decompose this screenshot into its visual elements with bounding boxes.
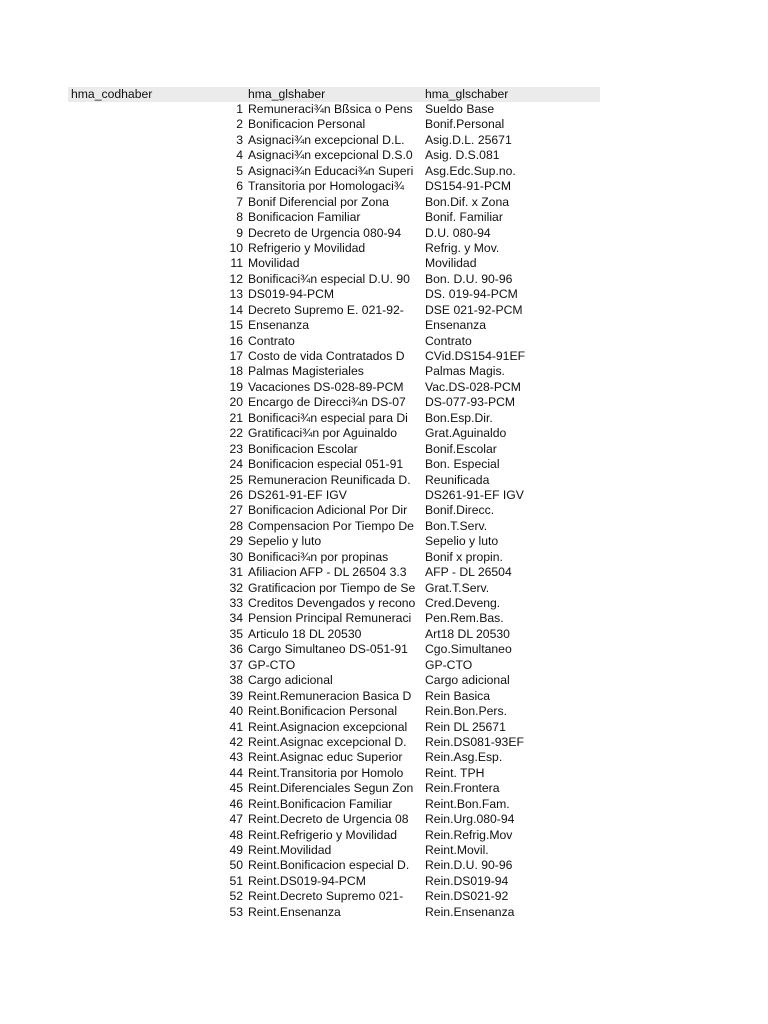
cell-glschaber[interactable]: GP-CTO xyxy=(425,657,473,672)
cell-codhaber[interactable]: 4 xyxy=(236,148,243,163)
table-row[interactable] xyxy=(68,565,600,580)
cell-codhaber[interactable]: 28 xyxy=(229,518,243,533)
cell-glschaber[interactable]: Rein.Refrig.Mov xyxy=(425,827,513,842)
table-row[interactable] xyxy=(68,627,600,642)
table-row[interactable] xyxy=(68,411,600,426)
cell-glschaber[interactable]: CVid.DS154-91EF xyxy=(425,349,526,363)
cell-codhaber[interactable]: 12 xyxy=(229,271,243,286)
table-row[interactable] xyxy=(68,133,600,148)
cell-glschaber[interactable]: Bonif.Escolar xyxy=(425,441,497,456)
table-row[interactable] xyxy=(68,519,600,534)
spreadsheet-table xyxy=(68,87,600,920)
cell-glschaber[interactable]: Rein.D.U. 90-96 xyxy=(425,858,513,873)
cell-glshaber[interactable]: Reint.Transitoria por Homolo xyxy=(248,765,404,780)
cell-glshaber[interactable]: Sepelio y luto xyxy=(248,534,322,549)
cell-glschaber[interactable]: Rein.DS021-92 xyxy=(425,889,509,904)
table-row[interactable] xyxy=(68,179,600,194)
cell-glshaber[interactable]: Cargo adicional xyxy=(248,673,333,688)
cell-codhaber[interactable]: 5 xyxy=(236,163,243,178)
cell-codhaber[interactable]: 10 xyxy=(229,240,243,255)
cell-codhaber[interactable]: 24 xyxy=(229,457,243,472)
cell-codhaber[interactable]: 41 xyxy=(229,719,243,734)
cell-glschaber[interactable]: Contrato xyxy=(425,333,472,348)
cell-codhaber[interactable]: 14 xyxy=(229,302,243,317)
cell-codhaber[interactable]: 34 xyxy=(229,611,243,626)
cell-glshaber[interactable]: Asignaci¾n excepcional D.S.0 xyxy=(248,148,413,163)
cell-glschaber[interactable]: Reunificada xyxy=(425,472,490,487)
cell-codhaber[interactable]: 49 xyxy=(229,843,243,857)
cell-glshaber[interactable]: Reint.DS019-94-PCM xyxy=(248,873,366,888)
cell-codhaber[interactable]: 52 xyxy=(229,889,243,904)
cell-glshaber[interactable]: Gratificaci¾n por Aguinaldo xyxy=(248,426,398,441)
cell-glschaber[interactable]: Rein.DS081-93EF xyxy=(425,734,524,749)
cell-glschaber[interactable]: Grat.Aguinaldo xyxy=(425,426,507,441)
cell-codhaber[interactable]: 19 xyxy=(229,379,243,394)
table-row[interactable] xyxy=(68,766,600,781)
cell-glschaber[interactable]: Cargo adicional xyxy=(425,673,510,688)
cell-glshaber[interactable]: Encargo de Direcci¾n DS-07 xyxy=(248,395,406,410)
cell-glschaber[interactable]: Art18 DL 20530 xyxy=(425,626,510,641)
cell-codhaber[interactable]: 27 xyxy=(229,503,243,518)
cell-glschaber[interactable]: DS154-91-PCM xyxy=(425,179,512,194)
cell-codhaber[interactable]: 47 xyxy=(229,812,243,827)
cell-glschaber[interactable]: Bonif.Personal xyxy=(425,117,505,132)
cell-glschaber[interactable]: DS. 019-94-PCM xyxy=(425,287,518,302)
cell-glschaber[interactable]: Cgo.Simultaneo xyxy=(425,642,512,657)
cell-glshaber[interactable]: Vacaciones DS-028-89-PCM xyxy=(248,379,404,394)
table-row[interactable] xyxy=(68,550,600,565)
cell-codhaber[interactable]: 39 xyxy=(229,688,243,703)
cell-glschaber[interactable]: Asig. D.S.081 xyxy=(425,148,500,163)
cell-glschaber[interactable]: Vac.DS-028-PCM xyxy=(425,379,521,394)
table-row[interactable] xyxy=(68,318,600,333)
table-row[interactable] xyxy=(68,735,600,750)
cell-glschaber[interactable]: Bon. D.U. 90-96 xyxy=(425,271,513,286)
table-row[interactable] xyxy=(68,272,600,287)
cell-glschaber[interactable]: Bon.Esp.Dir. xyxy=(425,410,493,425)
cell-glschaber[interactable]: D.U. 080-94 xyxy=(425,225,491,240)
cell-glschaber[interactable]: Grat.T.Serv. xyxy=(425,580,490,595)
cell-codhaber[interactable]: 9 xyxy=(236,225,243,240)
table-row[interactable] xyxy=(68,241,600,256)
cell-codhaber[interactable]: 3 xyxy=(236,132,243,147)
cell-glschaber[interactable]: Bonif. Familiar xyxy=(425,210,503,225)
cell-glshaber[interactable]: Contrato xyxy=(248,333,295,348)
table-row[interactable] xyxy=(68,210,600,225)
cell-codhaber[interactable]: 13 xyxy=(229,287,243,302)
cell-glschaber[interactable]: Pen.Rem.Bas. xyxy=(425,611,504,626)
cell-glschaber[interactable]: AFP - DL 26504 xyxy=(425,565,512,580)
cell-glschaber[interactable]: Rein.Bon.Pers. xyxy=(425,704,507,719)
cell-glschaber[interactable]: Rein.DS019-94 xyxy=(425,873,509,888)
cell-codhaber[interactable]: 18 xyxy=(229,364,243,379)
table-row[interactable] xyxy=(68,889,600,904)
cell-glschaber[interactable]: Refrig. y Mov. xyxy=(425,240,500,255)
table-row[interactable] xyxy=(68,117,600,132)
cell-glschaber[interactable]: Reint.Movil. xyxy=(425,843,489,857)
table-row[interactable] xyxy=(68,256,600,271)
cell-glshaber[interactable]: Compensacion Por Tiempo De xyxy=(248,518,414,533)
cell-codhaber[interactable]: 37 xyxy=(229,657,243,672)
cell-glschaber[interactable]: Rein DL 25671 xyxy=(425,719,506,734)
column-header-glschaber[interactable]: hma_glschaber xyxy=(425,87,509,101)
table-row[interactable] xyxy=(68,797,600,812)
cell-glshaber[interactable]: Decreto Supremo E. 021-92- xyxy=(248,302,404,317)
cell-glshaber[interactable]: Reint.Bonificacion Personal xyxy=(248,704,398,719)
cell-glschaber[interactable]: Bonif x propin. xyxy=(425,549,503,564)
table-row[interactable] xyxy=(68,750,600,765)
table-row[interactable] xyxy=(68,148,600,163)
cell-glshaber[interactable]: Decreto de Urgencia 080-94 xyxy=(248,225,402,240)
cell-codhaber[interactable]: 40 xyxy=(229,704,243,719)
table-row[interactable] xyxy=(68,581,600,596)
cell-glschaber[interactable]: Bon.T.Serv. xyxy=(425,518,488,533)
table-row[interactable] xyxy=(68,380,600,395)
cell-codhaber[interactable]: 33 xyxy=(229,596,243,610)
table-row[interactable] xyxy=(68,303,600,318)
table-row[interactable] xyxy=(68,195,600,210)
cell-glschaber[interactable]: Bon.Dif. x Zona xyxy=(425,194,509,209)
cell-glshaber[interactable]: Reint.Decreto Supremo 021- xyxy=(248,889,404,904)
cell-glshaber[interactable]: Creditos Devengados y recono xyxy=(248,596,416,610)
cell-glshaber[interactable]: Cargo Simultaneo DS-051-91 xyxy=(248,642,408,657)
cell-glshaber[interactable]: Afiliacion AFP - DL 26504 3.3 xyxy=(248,565,407,580)
table-row[interactable] xyxy=(68,781,600,796)
table-row[interactable] xyxy=(68,905,600,920)
table-row[interactable] xyxy=(68,843,600,858)
cell-codhaber[interactable]: 44 xyxy=(229,765,243,780)
table-row[interactable] xyxy=(68,226,600,241)
cell-codhaber[interactable]: 23 xyxy=(229,441,243,456)
cell-glshaber[interactable]: Ensenanza xyxy=(248,318,309,333)
cell-glshaber[interactable]: Reint.Movilidad xyxy=(248,843,332,857)
cell-codhaber[interactable]: 6 xyxy=(236,179,243,194)
cell-glshaber[interactable]: Reint.Refrigerio y Movilidad xyxy=(248,827,398,842)
cell-codhaber[interactable]: 26 xyxy=(229,487,243,502)
cell-codhaber[interactable]: 36 xyxy=(229,642,243,657)
cell-glshaber[interactable]: Bonificacion Familiar xyxy=(248,210,361,225)
cell-glshaber[interactable]: Transitoria por Homologaci¾ xyxy=(248,179,405,194)
table-row[interactable] xyxy=(68,457,600,472)
cell-codhaber[interactable]: 32 xyxy=(229,580,243,595)
cell-codhaber[interactable]: 1 xyxy=(236,102,243,116)
cell-glschaber[interactable]: Bonif.Direcc. xyxy=(425,503,495,518)
cell-codhaber[interactable]: 25 xyxy=(229,472,243,487)
table-row[interactable] xyxy=(68,812,600,827)
table-row[interactable] xyxy=(68,704,600,719)
cell-codhaber[interactable]: 8 xyxy=(236,210,243,225)
cell-glshaber[interactable]: Reint.Asignac educ Superior xyxy=(248,750,403,765)
cell-glshaber[interactable]: Refrigerio y Movilidad xyxy=(248,240,366,255)
cell-codhaber[interactable]: 16 xyxy=(229,333,243,348)
table-row[interactable] xyxy=(68,828,600,843)
table-row[interactable] xyxy=(68,673,600,688)
cell-glschaber[interactable]: Movilidad xyxy=(425,256,477,271)
cell-codhaber[interactable]: 46 xyxy=(229,796,243,811)
cell-glshaber[interactable]: Reint.Asignacion excepcional xyxy=(248,719,408,734)
cell-codhaber[interactable]: 31 xyxy=(229,565,243,580)
column-header-glshaber[interactable]: hma_glshaber xyxy=(248,87,326,101)
cell-codhaber[interactable]: 50 xyxy=(229,858,243,873)
table-row[interactable] xyxy=(68,611,600,626)
header-row xyxy=(68,87,600,102)
cell-codhaber[interactable]: 20 xyxy=(229,395,243,410)
table-row[interactable] xyxy=(68,442,600,457)
cell-glshaber[interactable]: Reint.Remuneracion Basica D xyxy=(248,688,412,703)
cell-codhaber[interactable]: 15 xyxy=(229,318,243,333)
cell-glshaber[interactable]: Bonificacion especial 051-91 xyxy=(248,457,404,472)
cell-codhaber[interactable]: 35 xyxy=(229,626,243,641)
cell-codhaber[interactable]: 7 xyxy=(236,194,243,209)
cell-glshaber[interactable]: Bonif Diferencial por Zona xyxy=(248,194,389,209)
table-row[interactable] xyxy=(68,658,600,673)
table-row[interactable] xyxy=(68,426,600,441)
table-row[interactable] xyxy=(68,287,600,302)
cell-glshaber[interactable]: Asignaci¾n Educaci¾n Superi xyxy=(248,163,414,178)
cell-glschaber[interactable]: Asg.Edc.Sup.no. xyxy=(425,163,516,178)
cell-glschaber[interactable]: Ensenanza xyxy=(425,318,486,333)
cell-glschaber[interactable]: Bon. Especial xyxy=(425,457,500,472)
cell-codhaber[interactable]: 53 xyxy=(229,904,243,919)
cell-codhaber[interactable]: 21 xyxy=(229,410,243,425)
cell-codhaber[interactable]: 48 xyxy=(229,827,243,842)
cell-glshaber[interactable]: Palmas Magisteriales xyxy=(248,364,364,379)
cell-codhaber[interactable]: 51 xyxy=(229,873,243,888)
cell-glschaber[interactable]: DSE 021-92-PCM xyxy=(425,302,523,317)
cell-codhaber[interactable]: 17 xyxy=(229,349,243,363)
cell-glshaber[interactable]: Gratificacion por Tiempo de Se xyxy=(248,580,416,595)
cell-glshaber[interactable]: Movilidad xyxy=(248,256,300,271)
table-row[interactable] xyxy=(68,858,600,873)
cell-glshaber[interactable]: Asignaci¾n excepcional D.L. xyxy=(248,132,405,147)
cell-glshaber[interactable]: Reint.Bonificacion Familiar xyxy=(248,796,393,811)
cell-glshaber[interactable]: Bonificacion Adicional Por Dir xyxy=(248,503,408,518)
table-row[interactable] xyxy=(68,689,600,704)
cell-glshaber[interactable]: Reint.Bonificacion especial D. xyxy=(248,858,410,873)
cell-glschaber[interactable]: Rein.Asg.Esp. xyxy=(425,750,503,765)
cell-glshaber[interactable]: DS261-91-EF IGV xyxy=(248,487,347,502)
cell-glshaber[interactable]: GP-CTO xyxy=(248,657,296,672)
cell-glshaber[interactable]: Articulo 18 DL 20530 xyxy=(248,626,362,641)
table-row[interactable] xyxy=(68,364,600,379)
cell-glshaber[interactable]: Reint.Decreto de Urgencia 08 xyxy=(248,812,409,827)
cell-glshaber[interactable]: Reint.Asignac excepcional D. xyxy=(248,734,407,749)
cell-glshaber[interactable]: Remuneraci¾n Bßsica o Pens xyxy=(248,102,413,116)
cell-glshaber[interactable]: Reint.Diferenciales Segun Zon xyxy=(248,781,414,796)
table-row[interactable] xyxy=(68,473,600,488)
table-row[interactable] xyxy=(68,395,600,410)
table-row[interactable] xyxy=(68,503,600,518)
table-row[interactable] xyxy=(68,720,600,735)
cell-codhaber[interactable]: 45 xyxy=(229,781,243,796)
cell-glshaber[interactable]: Remuneracion Reunificada D. xyxy=(248,472,411,487)
cell-codhaber[interactable]: 22 xyxy=(229,426,243,441)
cell-glshaber[interactable]: Reint.Ensenanza xyxy=(248,904,341,919)
cell-glschaber[interactable]: Sepelio y luto xyxy=(425,534,499,549)
cell-glschaber[interactable]: Asig.D.L. 25671 xyxy=(425,132,512,147)
cell-glshaber[interactable]: Bonificaci¾n por propinas xyxy=(248,549,389,564)
table-row[interactable] xyxy=(68,349,600,364)
table-row[interactable] xyxy=(68,534,600,549)
cell-glschaber[interactable]: Rein.Frontera xyxy=(425,781,500,796)
cell-codhaber[interactable]: 30 xyxy=(229,549,243,564)
cell-codhaber[interactable]: 2 xyxy=(236,117,243,132)
cell-glschaber[interactable]: DS261-91-EF IGV xyxy=(425,487,524,502)
cell-codhaber[interactable]: 38 xyxy=(229,673,243,688)
table-body xyxy=(68,102,600,920)
table-row[interactable] xyxy=(68,334,600,349)
cell-glshaber[interactable]: DS019-94-PCM xyxy=(248,287,335,302)
cell-codhaber[interactable]: 11 xyxy=(230,256,243,271)
cell-codhaber[interactable]: 29 xyxy=(229,534,243,549)
cell-glschaber[interactable]: Rein Basica xyxy=(425,688,491,703)
cell-glschaber[interactable]: Palmas Magis. xyxy=(425,364,505,379)
table-row[interactable] xyxy=(68,874,600,889)
cell-glshaber[interactable]: Bonificaci¾n especial para Di xyxy=(248,410,408,425)
cell-glschaber[interactable]: Cred.Deveng. xyxy=(425,596,501,610)
table-row[interactable] xyxy=(68,164,600,179)
cell-codhaber[interactable]: 43 xyxy=(229,750,243,765)
cell-glschaber[interactable]: Reint.Bon.Fam. xyxy=(425,796,510,811)
cell-glshaber[interactable]: Bonificacion Escolar xyxy=(248,441,358,456)
cell-glschaber[interactable]: DS-077-93-PCM xyxy=(425,395,516,410)
table-row[interactable] xyxy=(68,102,600,117)
cell-glschaber[interactable]: Rein.Urg.080-94 xyxy=(425,812,515,827)
table-row[interactable] xyxy=(68,488,600,503)
cell-glshaber[interactable]: Bonificacion Personal xyxy=(248,117,366,132)
table-row[interactable] xyxy=(68,596,600,611)
cell-glshaber[interactable]: Bonificaci¾n especial D.U. 90 xyxy=(248,271,410,286)
cell-glschaber[interactable]: Sueldo Base xyxy=(425,102,495,116)
cell-glshaber[interactable]: Pension Principal Remuneraci xyxy=(248,611,412,626)
column-header-codhaber[interactable]: hma_codhaber xyxy=(71,87,153,101)
cell-glschaber[interactable]: Reint. TPH xyxy=(425,765,485,780)
cell-glshaber[interactable]: Costo de vida Contratados D xyxy=(248,349,405,363)
cell-codhaber[interactable]: 42 xyxy=(229,734,243,749)
table-row[interactable] xyxy=(68,642,600,657)
cell-glschaber[interactable]: Rein.Ensenanza xyxy=(425,904,515,919)
